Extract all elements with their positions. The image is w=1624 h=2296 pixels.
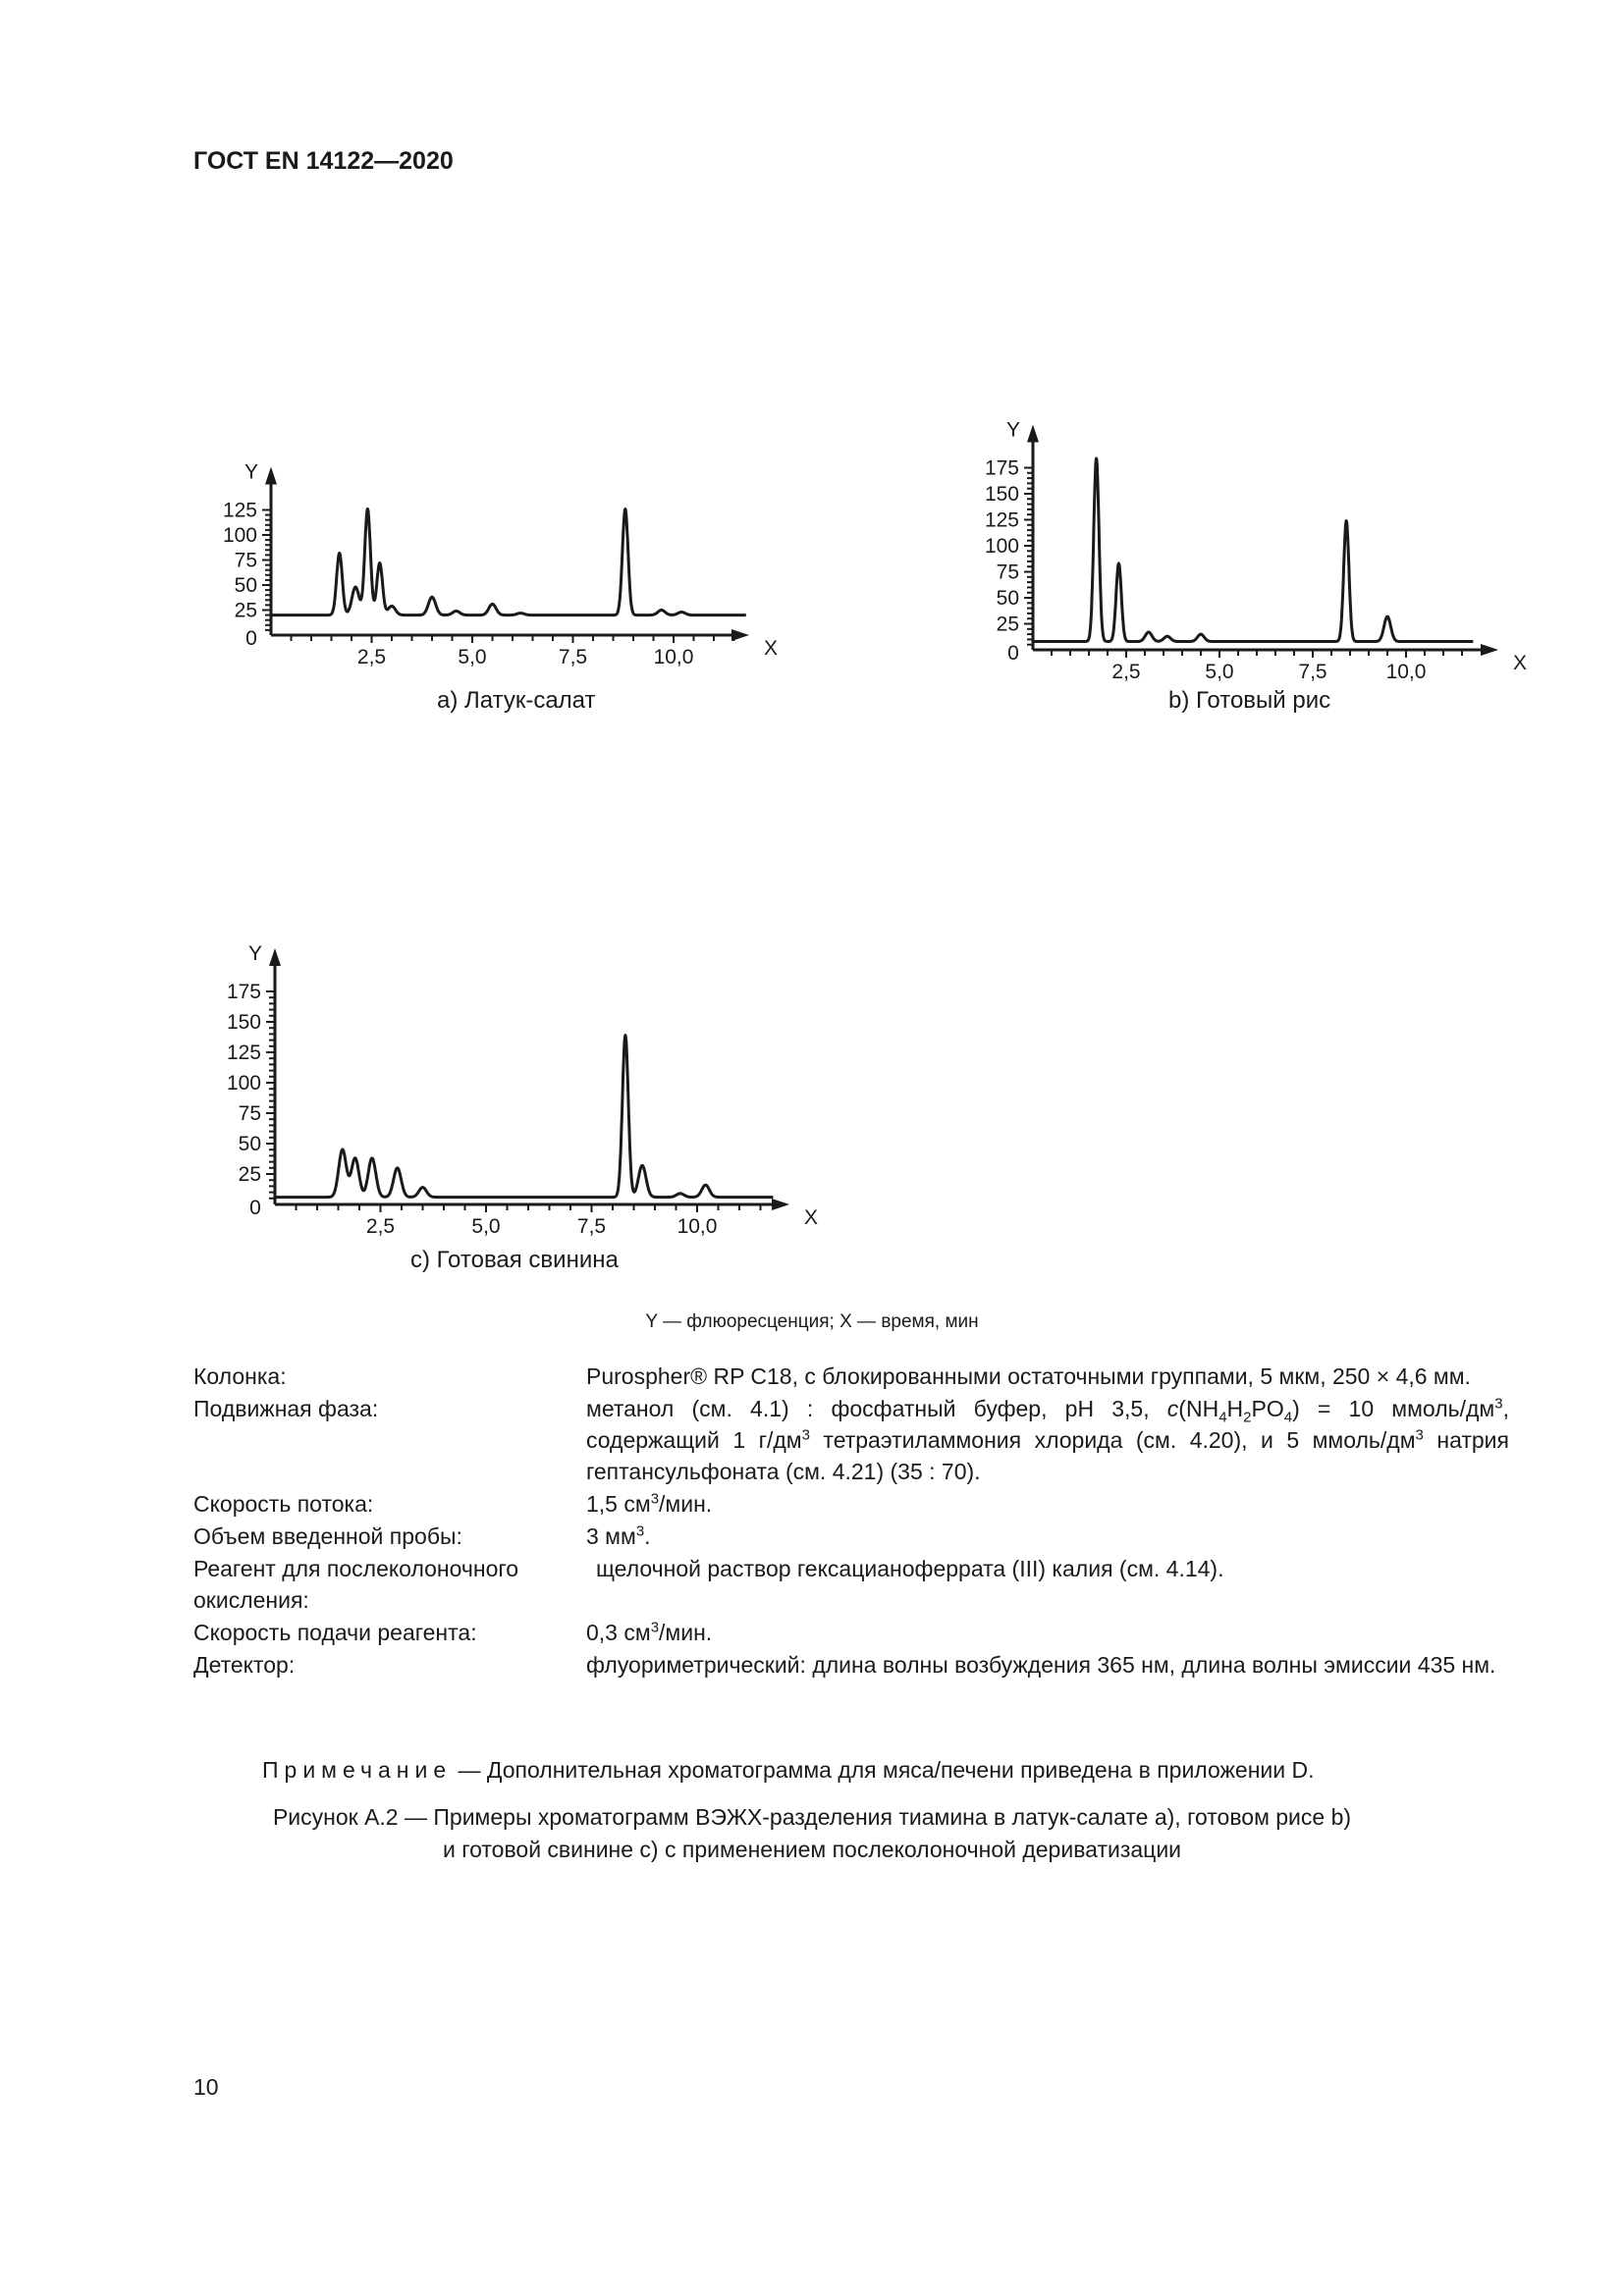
param-value: Purospher® RP C18, с блокированными остаточными группами, 5 мкм, 250 × 4,6 мм. bbox=[586, 1363, 1471, 1389]
y-tick-label: 125 bbox=[222, 499, 257, 522]
chart-pork-plot bbox=[216, 736, 819, 1238]
peak-point bbox=[342, 1148, 344, 1150]
figure-caption bbox=[0, 1801, 1624, 1866]
param-label: Подвижная фаза: bbox=[193, 1396, 379, 1421]
peak-point bbox=[1148, 631, 1150, 633]
note-text: — Дополнительная хроматограмма для мяса/печени приведена в приложении D. bbox=[452, 1757, 1315, 1783]
peak-point bbox=[624, 1035, 626, 1037]
y-tick-label: 100 bbox=[984, 535, 1019, 558]
chart-lettuce-caption: a) Латук-салат bbox=[437, 687, 596, 714]
parameters-table bbox=[193, 1361, 1509, 1682]
y-axis-arrow bbox=[265, 467, 277, 485]
x-tick-label: 5,0 bbox=[458, 646, 487, 668]
y-tick-label: 50 bbox=[996, 587, 1019, 610]
param-row bbox=[193, 1488, 1509, 1520]
y-tick-label: 50 bbox=[234, 574, 257, 597]
param-label: Объем введенной пробы: bbox=[193, 1523, 462, 1549]
origin-label: 0 bbox=[249, 1197, 261, 1219]
page-number: 10 bbox=[193, 2074, 219, 2100]
x-tick-label: 2,5 bbox=[365, 1215, 396, 1238]
chart-lettuce bbox=[216, 231, 805, 682]
x-tick-label: 7,5 bbox=[576, 1215, 607, 1238]
peak-point bbox=[1118, 562, 1120, 564]
param-value: щелочной раствор гексацианоферрата (III) калия (см. 4.14). bbox=[596, 1556, 1224, 1581]
y-tick-label: 50 bbox=[238, 1133, 261, 1155]
y-tick-label: 150 bbox=[226, 1011, 261, 1034]
param-value: метанол (см. 4.1) : фосфатный буфер, pH 3,5, $c(NH_4H_2PO_4) = 10$ ммоль/$дм^3$, содержащий 1 $г/дм^3$ тетраэтиламмония хлорида (см. 4.20), и 5 ммоль/$дм^3$ натрия гептансульфоната (см. 4.21) (35 : 70). bbox=[586, 1395, 1509, 1484]
peak-point bbox=[371, 1157, 373, 1159]
param-label: Скорость потока: bbox=[193, 1491, 374, 1517]
chart-pork bbox=[216, 736, 819, 1238]
y-tick-label: 25 bbox=[234, 599, 257, 622]
y-axis-label: Y bbox=[247, 942, 263, 965]
figure-caption-line2: и готовой свинине c) с применением послеколоночной дериватизации bbox=[442, 1837, 1182, 1862]
peak-point bbox=[431, 596, 433, 598]
param-value: 3 $мм^3$. bbox=[586, 1522, 651, 1549]
peak-point bbox=[379, 562, 381, 564]
document-header: ГОСТ EN 14122—2020 bbox=[193, 147, 454, 175]
y-tick-label: 25 bbox=[996, 613, 1019, 636]
x-tick-label: 2,5 bbox=[1111, 661, 1141, 683]
y-axis-arrow bbox=[1027, 425, 1039, 443]
peak-point bbox=[339, 553, 341, 555]
param-row bbox=[193, 1553, 1509, 1616]
note bbox=[262, 1757, 1314, 1784]
chart-rice-plot bbox=[982, 231, 1532, 682]
param-value: 1,5 $см^3$/мин. bbox=[586, 1490, 713, 1517]
y-tick-label: 75 bbox=[234, 549, 257, 572]
peak-point bbox=[456, 611, 458, 613]
x-axis-label: X bbox=[803, 1206, 819, 1229]
peak-point bbox=[391, 606, 393, 608]
y-tick-label: 175 bbox=[984, 456, 1019, 480]
y-tick-label: 75 bbox=[996, 561, 1019, 584]
x-tick-label: 5,0 bbox=[1205, 661, 1234, 683]
x-tick-label: 7,5 bbox=[1298, 661, 1327, 683]
peak-point bbox=[1200, 633, 1202, 635]
param-row bbox=[193, 1521, 1509, 1552]
x-axis-arrow bbox=[772, 1199, 789, 1210]
x-axis-arrow bbox=[1481, 644, 1498, 656]
param-label: Колонка: bbox=[193, 1363, 287, 1389]
x-axis-label: X bbox=[1512, 652, 1528, 674]
x-tick-label: 10,0 bbox=[653, 646, 694, 668]
x-tick-label: 5,0 bbox=[471, 1215, 501, 1238]
param-label: Скорость подачи реагента: bbox=[193, 1620, 477, 1645]
y-tick-label: 125 bbox=[226, 1041, 261, 1064]
figure-caption-line1: Рисунок А.2 — Примеры хроматограмм ВЭЖХ-разделения тиамина в латук-салате a), готовом рисе b) bbox=[272, 1804, 1352, 1830]
y-tick-label: 75 bbox=[238, 1102, 261, 1125]
peak-point bbox=[680, 612, 682, 614]
y-axis-label: Y bbox=[244, 460, 259, 484]
origin-label: 0 bbox=[245, 627, 257, 650]
chart-rice bbox=[982, 231, 1532, 682]
chart-rice-caption: b) Готовый рис bbox=[1168, 687, 1331, 714]
peak-point bbox=[492, 604, 494, 606]
param-row bbox=[193, 1361, 1509, 1392]
peak-point bbox=[519, 613, 521, 614]
x-tick-label: 10,0 bbox=[1385, 661, 1427, 683]
param-row bbox=[193, 1393, 1509, 1487]
peak-point bbox=[1166, 635, 1168, 637]
param-label: Детектор: bbox=[193, 1652, 296, 1678]
y-tick-label: 175 bbox=[226, 981, 261, 1003]
peak-point bbox=[1345, 520, 1347, 522]
peak-point bbox=[422, 1187, 424, 1189]
y-tick-label: 100 bbox=[222, 524, 257, 547]
y-axis-label: Y bbox=[1005, 418, 1021, 442]
y-tick-label: 25 bbox=[238, 1163, 261, 1186]
y-axis-arrow bbox=[269, 948, 281, 966]
x-tick-label: 7,5 bbox=[558, 646, 588, 668]
peak-point bbox=[641, 1165, 643, 1167]
peak-point bbox=[397, 1167, 399, 1169]
chart-pork-caption: c) Готовая свинина bbox=[410, 1247, 619, 1273]
param-value: 0,3 $см^3$/мин. bbox=[586, 1619, 713, 1645]
note-label: Примечание bbox=[262, 1757, 453, 1783]
x-tick-label: 2,5 bbox=[356, 646, 387, 668]
param-row bbox=[193, 1649, 1509, 1681]
param-value: флуориметрический: длина волны возбуждения 365 нм, длина волны эмиссии 435 нм. bbox=[586, 1652, 1496, 1678]
param-label: Реагент для послеколоночного окисления: bbox=[193, 1556, 519, 1613]
peak-point bbox=[624, 508, 626, 510]
peak-point bbox=[367, 508, 369, 510]
chart-lettuce-plot bbox=[216, 231, 805, 682]
x-tick-label: 10,0 bbox=[677, 1215, 718, 1238]
x-axis-label: X bbox=[763, 637, 779, 660]
peak-point bbox=[679, 1193, 681, 1195]
peak-point bbox=[661, 610, 663, 612]
y-tick-label: 100 bbox=[226, 1072, 261, 1095]
y-tick-label: 125 bbox=[984, 508, 1019, 532]
param-row bbox=[193, 1617, 1509, 1648]
peak-point bbox=[354, 1157, 356, 1159]
peak-point bbox=[705, 1184, 707, 1186]
peak-point bbox=[1096, 457, 1098, 459]
axes-legend: Y — флюоресценция; X — время, мин bbox=[645, 1311, 979, 1332]
y-tick-label: 150 bbox=[984, 483, 1019, 506]
chromatogram-trace bbox=[1033, 458, 1473, 642]
peak-point bbox=[1386, 615, 1388, 617]
peak-point bbox=[354, 586, 356, 588]
chromatogram-trace bbox=[271, 508, 746, 614]
origin-label: 0 bbox=[1007, 642, 1019, 665]
chromatogram-trace bbox=[275, 1036, 773, 1198]
